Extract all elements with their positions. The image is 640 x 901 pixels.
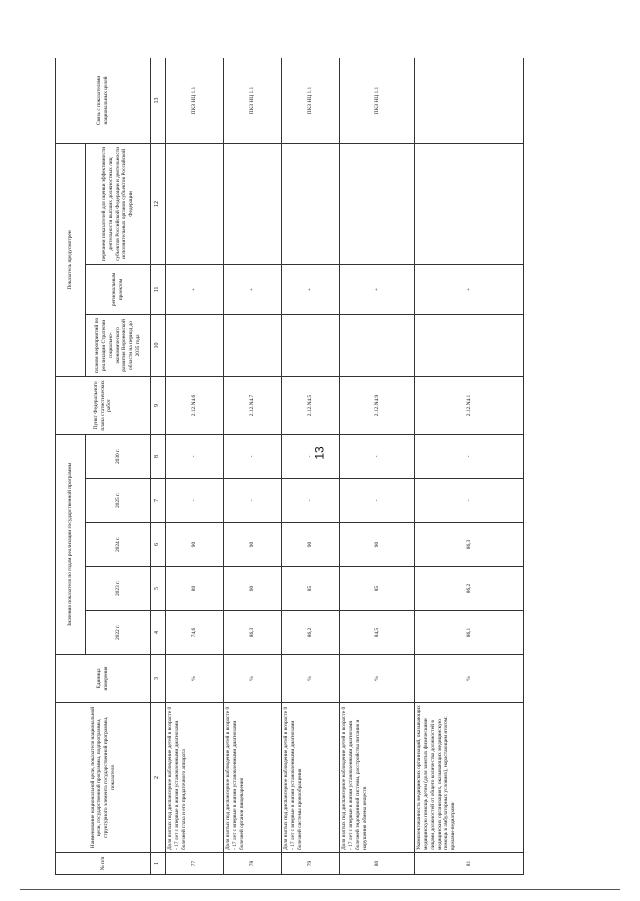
row-strategy [415,314,524,376]
row-y2030: - [224,434,282,478]
rotated-table-area [55,58,524,875]
row-unit: % [282,655,340,703]
row-strategy [282,314,340,376]
table-row [415,58,524,875]
row-strategy [340,314,415,376]
column-number: 7 [151,479,166,523]
header-unit: Единица измерения [56,655,151,703]
table-row [166,58,224,875]
row-name: Доля взятых под диспансерное наблюдение детей в возрасте 0 - 17 лет с впервые в жизни установленными диагнозами болезней органов пищеварения [224,703,282,853]
column-number: 13 [151,58,166,143]
row-name: Доля взятых под диспансерное наблюдение детей в возрасте 0 - 17 лет с впервые в жизни установленными диагнозами болезней эндокринной системы, расстройства питания и нарушения обмена веществ [340,703,415,853]
row-assessment [415,143,524,264]
row-regional: + [166,264,224,314]
row-y2022: 86,2 [282,611,340,655]
row-fed-plan: 2.12.N4.1 [415,376,524,434]
row-no: 81 [415,853,524,875]
table-row [224,58,282,875]
row-y2022: 86,3 [224,611,282,655]
header-assessment: перечнем показателей для оценки эффективности деятельности высших должностных лиц субъектов Российской Федерации и деятельности исполнительных органов субъектов Российской Федерации [86,143,151,264]
row-y2023: 90 [224,567,282,611]
column-number: 2 [151,703,166,853]
column-number: 9 [151,376,166,434]
row-unit: % [166,655,224,703]
header-link: Связь с показателями национальных целей [56,58,151,143]
row-y2022: 86,1 [415,611,524,655]
column-number: 5 [151,567,166,611]
row-regional: + [224,264,282,314]
row-strategy [166,314,224,376]
header-indicators-group: Показатель предусмотрен [56,143,86,376]
row-y2023: 85 [282,567,340,611]
indicators-table [55,58,524,875]
page-number: 13 [312,446,327,460]
row-no: 79 [282,853,340,875]
row-y2024: 90 [282,523,340,567]
row-y2025: - [224,479,282,523]
header-strategy: планом мероприятий по реализации Стратегии социально-экономического развития Воронежской области на период до 2035 года [86,314,151,376]
row-assessment [166,143,224,264]
row-regional: + [282,264,340,314]
header-name: Наименование национальной цели, показателя национальной цели, государственной программы, подпрограммы, структурного элемента государственной программы, показателя [56,703,151,853]
row-name: Укомплектованность медицинских организаций, оказывающих медицинскую помощь детям (доля занятых физическими лицами должностей от общего количества должностей в медицинских организациях, оказывающих медицинскую помощь в амбулаторных условиях), нарастающим итогом: врачами-педиатрами [415,703,524,853]
bottom-rule [20,889,620,890]
column-number: 8 [151,434,166,478]
row-link: ПКЗ НЦ 1.1 [282,58,340,143]
header-y2025: 2025 г. [86,479,151,523]
table-row [282,58,340,875]
header-y2022: 2022 г. [86,611,151,655]
row-fed-plan: 2.12.N4.7 [224,376,282,434]
row-link: ПКЗ НЦ 1.1 [224,58,282,143]
row-y2024: 90 [340,523,415,567]
row-no: 80 [340,853,415,875]
row-no: 78 [224,853,282,875]
row-y2030: - [340,434,415,478]
header-y2023: 2023 г. [86,567,151,611]
row-link [415,58,524,143]
row-link: ПКЗ НЦ 1.1 [340,58,415,143]
row-y2025: - [166,479,224,523]
header-regional: региональным проектом [86,264,151,314]
column-number-row [151,58,166,875]
column-number: 3 [151,655,166,703]
row-fed-plan: 2.12.N4.9 [340,376,415,434]
header-y2030: 2030 г. [86,434,151,478]
row-regional: + [340,264,415,314]
row-unit: % [224,655,282,703]
row-assessment [224,143,282,264]
column-number: 12 [151,143,166,264]
row-y2023: 86,2 [415,567,524,611]
column-number: 10 [151,314,166,376]
row-y2030: - [282,434,340,478]
row-y2025: - [415,479,524,523]
header-values-group: Значения показателя по годам реализации государственной программы [56,434,86,654]
header-y2024: 2024 г. [86,523,151,567]
row-y2023: 85 [340,567,415,611]
row-assessment [282,143,340,264]
row-y2030: - [166,434,224,478]
row-name: Доля взятых под диспансерное наблюдение детей в возрасте 0 - 17 лет с впервые в жизни установленными диагнозами болезней глаза и его придаточного аппарата [166,703,224,853]
row-y2024: 86,3 [415,523,524,567]
row-y2025: - [282,479,340,523]
row-y2024: 90 [224,523,282,567]
header-no: № п/п [56,853,151,875]
table-row [340,58,415,875]
row-no: 77 [166,853,224,875]
row-fed-plan: 2.12.N4.5 [282,376,340,434]
row-name: Доля взятых под диспансерное наблюдение детей в возрасте 0 - 17 лет с впервые в жизни установленными диагнозами болезней системы кровообращения [282,703,340,853]
column-number: 6 [151,523,166,567]
row-y2024: 90 [166,523,224,567]
row-link: ПКЗ НЦ 1.1 [166,58,224,143]
header-fed-plan: Пункт Федерального плана статистических работ [56,376,151,434]
row-fed-plan: 2.12.N4.6 [166,376,224,434]
row-y2025: - [340,479,415,523]
row-y2022: 84,5 [340,611,415,655]
column-number: 11 [151,264,166,314]
row-y2030: - [415,434,524,478]
row-unit: % [340,655,415,703]
row-regional: + [415,264,524,314]
row-y2022: 74,6 [166,611,224,655]
row-assessment [340,143,415,264]
column-number: 1 [151,853,166,875]
row-unit: % [415,655,524,703]
row-strategy [224,314,282,376]
row-y2023: 80 [166,567,224,611]
column-number: 4 [151,611,166,655]
